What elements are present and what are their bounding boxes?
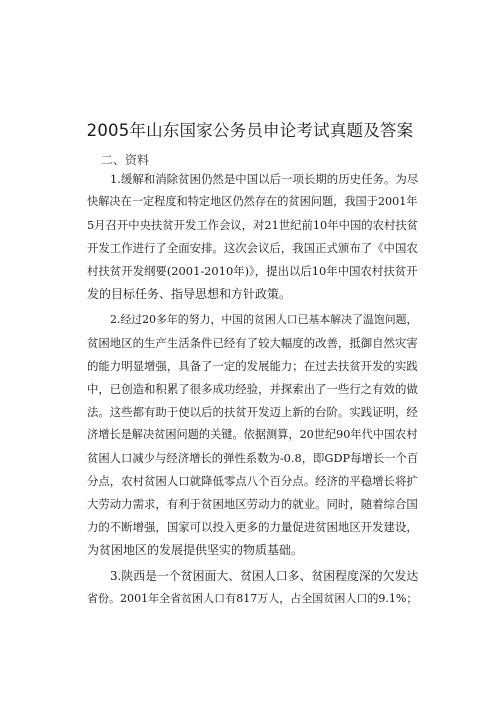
paragraph-line: 为贫困地区的发展提供坚实的物质基础。 [87, 543, 304, 557]
paragraph-line: 分点，农村贫困人口就降低零点八个百分点。经济的平稳增长将扩 [87, 474, 418, 488]
paragraph-line: 贫困地区的生产生活条件已经有了较大幅度的改善，抵御自然灾害 [87, 336, 418, 350]
paragraph-line: 中，已创造和积累了很多成功经验，并探索出了一些行之有效的做 [87, 382, 418, 396]
paragraph-line: 济增长是解决贫困问题的关键。依据测算，20世纪90年代中国农村 [87, 428, 418, 441]
paragraph-line: 力的不断增强，国家可以投入更多的力量促进贫困地区开发建设， [87, 520, 418, 534]
paragraph-line: 法。这些都有助于使以后的扶贫开发迈上新的台阶。实践证明，经 [87, 405, 418, 419]
paragraph-line: 贫困人口减少与经济增长的弹性系数为-0.8，即GDP每增长一个百 [87, 451, 419, 465]
paragraph-line: 3.陕西是一个贫困面大、贫困人口多、贫困程度深的欠发达 [110, 569, 419, 583]
document-title: 2005年山东国家公务员申论考试真题及答案 [86, 121, 414, 140]
paragraph-line: 2.经过20多年的努力，中国的贫困人口已基本解决了温饱问题， [110, 313, 418, 326]
paragraph-line: 的能力明显增强，具备了一定的发展能力；在过去扶贫开发的实践 [87, 359, 418, 373]
paragraph-line: 1.缓解和消除贫困仍然是中国以后一项长期的历史任务。为尽 [110, 172, 419, 186]
paragraph-line: 5月召开中央扶贫开发工作会议，对21世纪前10年中国的农村扶贫 [87, 218, 419, 232]
section-heading: 二、资料 [101, 153, 150, 167]
paragraph-line: 大劳动力需求，有利于贫困地区劳动力的就业。同时，随着综合国 [87, 497, 418, 511]
paragraph-line: 快解决在一定程度和特定地区仍然存在的贫困问题，我国于2001年 [87, 195, 418, 208]
paragraph-line: 发的目标任务、指导思想和方针政策。 [87, 287, 292, 301]
paragraph-line: 村扶贫开发纲要(2001-2010年)》，提出以后10年中国农村扶贫开 [87, 264, 418, 278]
paragraph-line: 开发工作进行了全面安排。这次会议后，我国正式颁布了《中国农 [87, 241, 418, 255]
paragraph-line: 省份。2001年全省贫困人口有817万人，占全国贫困人口的9.1%； [87, 592, 418, 605]
